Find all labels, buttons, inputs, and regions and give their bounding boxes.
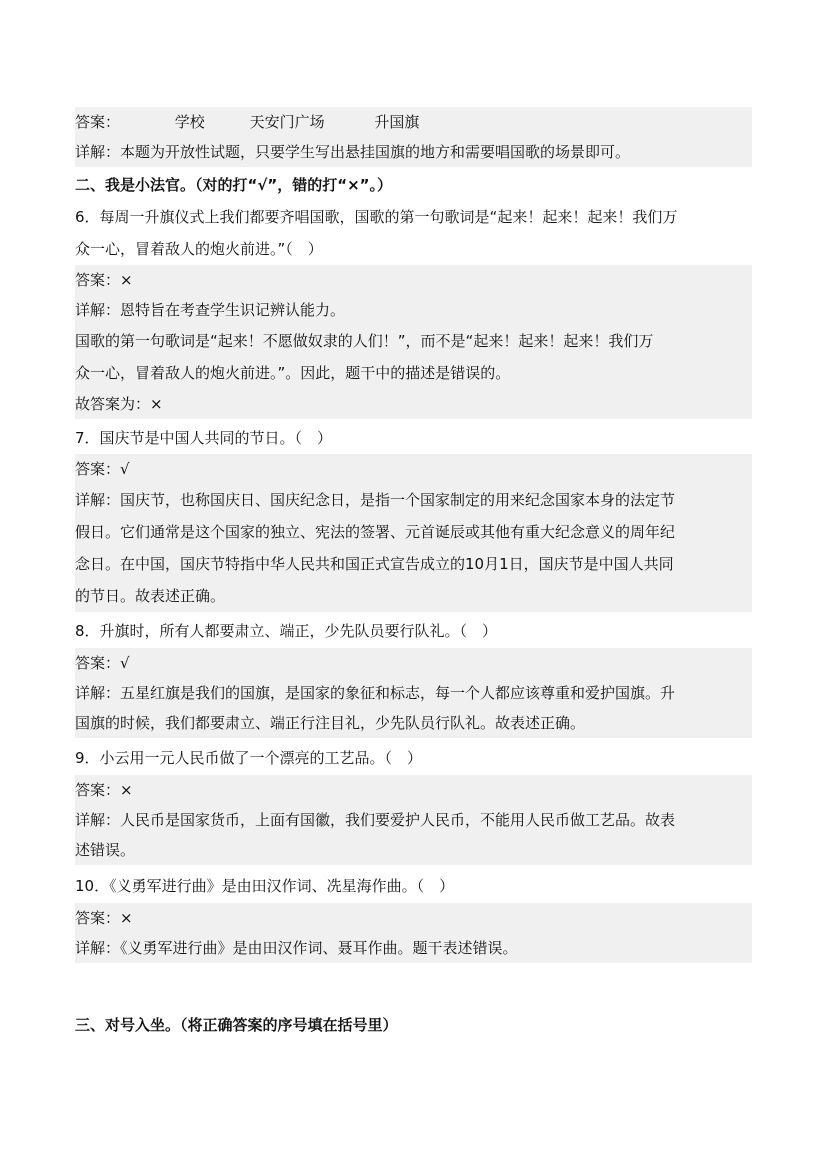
q6-explanation-line-1: 详解：恩特旨在考查学生识记辨认能力。 xyxy=(75,301,346,319)
q8-answer-block xyxy=(75,648,752,738)
q5-answer-block xyxy=(75,107,752,167)
q6-question xyxy=(75,201,752,265)
q7-question: 7．国庆节是中国人共同的节日。（ ） xyxy=(75,429,333,447)
q6-answer: 答案：× xyxy=(75,271,133,289)
q6-explanation-line-3: 众一心，冒着敌人的炮火前进。”。因此，题干中的描述是错误的。 xyxy=(75,364,511,382)
q8-answer: 答案：√ xyxy=(75,654,130,672)
q5-answer-label: 答案： xyxy=(75,113,121,131)
q5-answer-item-2: 天安门广场 xyxy=(249,113,325,131)
q5-explanation: 详解：本题为开放性试题，只要学生写出悬挂国旗的地方和需要唱国歌的场景即可。 xyxy=(75,143,631,161)
q5-answer xyxy=(75,107,752,137)
q10-question: 10．《义勇军进行曲》是由田汉作词、冼星海作曲。（ ） xyxy=(75,877,455,895)
q6-question-line-2: 众一心，冒着敌人的炮火前进。”（ ） xyxy=(75,240,323,258)
q6-explanation-line-4: 故答案为：× xyxy=(75,395,163,413)
q6-question-line-1: 6．每周一升旗仪式上我们都要齐唱国歌，国歌的第一句歌词是“起来！起来！起来！我们万 xyxy=(75,208,678,226)
q5-answer-item-1: 学校 xyxy=(174,113,205,131)
q10-answer: 答案：× xyxy=(75,909,133,927)
section-2-title: 二、我是小法官。（对的打“√”，错的打“×”。） xyxy=(75,176,393,194)
q8-explanation-line-1: 详解：五星红旗是我们的国旗，是国家的象征和标志，每一个人都应该尊重和爱护国旗。升 xyxy=(75,684,676,702)
q8-explanation-line-2: 国旗的时候，我们都要肃立、端正行注目礼，少先队员行队礼。故表述正确。 xyxy=(75,714,586,732)
q9-explanation-line-2: 述错误。 xyxy=(75,841,136,859)
q9-question: 9．小云用一元人民币做了一个漂亮的工艺品。（ ） xyxy=(75,749,423,767)
q10-answer-block xyxy=(75,903,752,963)
q7-explanation-line-4: 的节日。故表述正确。 xyxy=(75,587,226,605)
q10-explanation: 详解：《义勇军进行曲》是由田汉作词、聂耳作曲。题干表述错误。 xyxy=(75,939,518,957)
q6-explanation-line-2: 国歌的第一句歌词是“起来！不愿做奴隶的人们！”，而不是“起来！起来！起来！我们万 xyxy=(75,332,654,350)
q7-answer-block xyxy=(75,454,752,612)
section-3-title: 三、对号入坐。（将正确答案的序号填在括号里） xyxy=(75,1016,398,1034)
q9-answer: 答案：× xyxy=(75,781,133,799)
q5-answer-item-3: 升国旗 xyxy=(374,113,420,131)
q7-explanation-line-2: 假日。它们通常是这个国家的独立、宪法的签署、元首诞辰或其他有重大纪念意义的周年纪 xyxy=(75,523,676,541)
q7-explanation-line-1: 详解：国庆节，也称国庆日、国庆纪念日，是指一个国家制定的用来纪念国家本身的法定节 xyxy=(75,491,676,509)
q6-answer-block xyxy=(75,265,752,419)
q7-answer: 答案：√ xyxy=(75,460,130,478)
q9-answer-block xyxy=(75,775,752,865)
q9-explanation-line-1: 详解：人民币是国家货币，上面有国徽，我们要爱护人民币，不能用人民币做工艺品。故表 xyxy=(75,811,676,829)
q7-explanation-line-3: 念日。在中国，国庆节特指中华人民共和国正式宣告成立的10月1日，国庆节是中国人共同 xyxy=(75,555,674,573)
q8-question: 8．升旗时，所有人都要肃立、端正，少先队员要行队礼。（ ） xyxy=(75,622,498,640)
